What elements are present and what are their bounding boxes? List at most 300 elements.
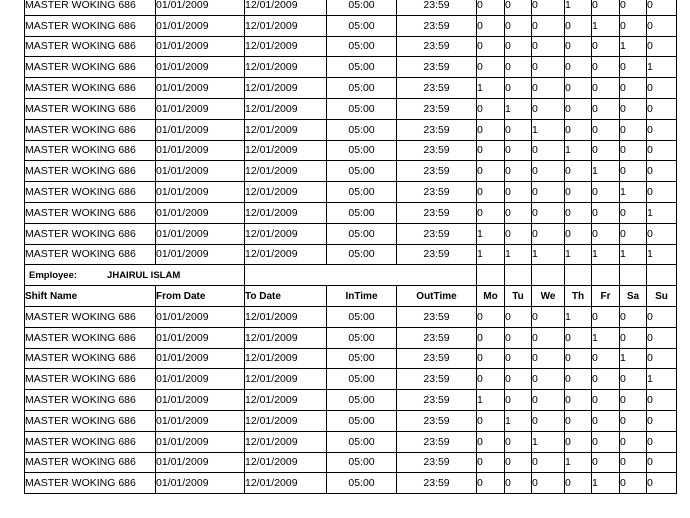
from-date-cell: 01/01/2009: [156, 0, 245, 15]
in-time-cell: 05:00: [327, 348, 397, 369]
mo-header: Mo: [477, 286, 505, 307]
in-time-cell: 05:00: [327, 98, 397, 119]
shift-name-cell: MASTER WOKING 686: [25, 390, 156, 411]
out-time-header: OutTime: [397, 286, 477, 307]
we-cell: 0: [532, 306, 565, 327]
table-row: [25, 140, 677, 161]
th-cell: 0: [565, 161, 592, 182]
to-date-cell: 12/01/2009: [245, 98, 327, 119]
in-time-cell: 05:00: [327, 369, 397, 390]
in-time-cell: 05:00: [327, 306, 397, 327]
fr-cell: 0: [592, 78, 620, 99]
mo-cell: 0: [477, 57, 505, 78]
shift-name-cell: MASTER WOKING 686: [25, 182, 156, 203]
out-time-cell: 23:59: [397, 223, 477, 244]
tu-cell: 0: [505, 57, 532, 78]
we-cell: 0: [532, 390, 565, 411]
we-cell: 0: [532, 327, 565, 348]
we-cell: 0: [532, 348, 565, 369]
we-cell: 0: [532, 140, 565, 161]
from-date-cell: 01/01/2009: [156, 98, 245, 119]
to-date-cell: 12/01/2009: [245, 36, 327, 57]
fr-cell: 0: [592, 140, 620, 161]
fr-cell: 1: [592, 473, 620, 494]
th-cell: 0: [565, 369, 592, 390]
from-date-header: From Date: [156, 286, 245, 307]
in-time-cell: 05:00: [327, 452, 397, 473]
in-time-cell: 05:00: [327, 119, 397, 140]
employee-row-empty-cell: [565, 265, 592, 286]
out-time-cell: 23:59: [397, 78, 477, 99]
fr-cell: 0: [592, 223, 620, 244]
to-date-cell: 12/01/2009: [245, 0, 327, 15]
from-date-cell: 01/01/2009: [156, 140, 245, 161]
we-cell: 0: [532, 223, 565, 244]
table-row: [25, 182, 677, 203]
out-time-cell: 23:59: [397, 327, 477, 348]
in-time-cell: 05:00: [327, 161, 397, 182]
in-time-cell: 05:00: [327, 140, 397, 161]
we-cell: 0: [532, 15, 565, 36]
we-cell: 0: [532, 78, 565, 99]
su-cell: 0: [647, 473, 677, 494]
from-date-cell: 01/01/2009: [156, 57, 245, 78]
to-date-cell: 12/01/2009: [245, 119, 327, 140]
sa-cell: 0: [620, 202, 647, 223]
to-date-cell: 12/01/2009: [245, 452, 327, 473]
from-date-cell: 01/01/2009: [156, 202, 245, 223]
table-row: [25, 473, 677, 494]
we-cell: 0: [532, 57, 565, 78]
employee-row-empty-cell: [532, 265, 565, 286]
out-time-cell: 23:59: [397, 36, 477, 57]
to-date-cell: 12/01/2009: [245, 473, 327, 494]
from-date-cell: 01/01/2009: [156, 348, 245, 369]
we-cell: 0: [532, 161, 565, 182]
tu-cell: 0: [505, 78, 532, 99]
from-date-cell: 01/01/2009: [156, 431, 245, 452]
from-date-cell: 01/01/2009: [156, 223, 245, 244]
mo-cell: 0: [477, 452, 505, 473]
tu-cell: 1: [505, 98, 532, 119]
fr-cell: 0: [592, 202, 620, 223]
out-time-cell: 23:59: [397, 431, 477, 452]
table-row: [25, 15, 677, 36]
table-row: [25, 57, 677, 78]
tu-cell: 0: [505, 182, 532, 203]
to-date-cell: 12/01/2009: [245, 369, 327, 390]
out-time-cell: 23:59: [397, 161, 477, 182]
sa-cell: 0: [620, 390, 647, 411]
su-cell: 0: [647, 390, 677, 411]
from-date-cell: 01/01/2009: [156, 119, 245, 140]
out-time-cell: 23:59: [397, 140, 477, 161]
su-header: Su: [647, 286, 677, 307]
mo-cell: 0: [477, 202, 505, 223]
table-row: [25, 223, 677, 244]
fr-cell: 0: [592, 36, 620, 57]
employee-row-empty-cell: [505, 265, 532, 286]
su-cell: 1: [647, 57, 677, 78]
out-time-cell: 23:59: [397, 369, 477, 390]
we-cell: 1: [532, 119, 565, 140]
fr-cell: 1: [592, 161, 620, 182]
fr-cell: 0: [592, 306, 620, 327]
employee-row-spacer: [245, 265, 477, 286]
su-cell: 0: [647, 78, 677, 99]
mo-cell: 0: [477, 369, 505, 390]
su-cell: 0: [647, 15, 677, 36]
sa-cell: 0: [620, 452, 647, 473]
sa-cell: 0: [620, 410, 647, 431]
employee-name: JHAIRUL ISLAM: [107, 269, 181, 281]
tu-cell: 1: [505, 244, 532, 265]
th-cell: 1: [565, 140, 592, 161]
from-date-cell: 01/01/2009: [156, 182, 245, 203]
from-date-cell: 01/01/2009: [156, 369, 245, 390]
mo-cell: 0: [477, 327, 505, 348]
to-date-header: To Date: [245, 286, 327, 307]
shift-name-cell: MASTER WOKING 686: [25, 0, 156, 15]
we-cell: 0: [532, 0, 565, 15]
to-date-cell: 12/01/2009: [245, 202, 327, 223]
mo-cell: 1: [477, 223, 505, 244]
out-time-cell: 23:59: [397, 473, 477, 494]
to-date-cell: 12/01/2009: [245, 431, 327, 452]
fr-cell: 0: [592, 0, 620, 15]
sa-header: Sa: [620, 286, 647, 307]
out-time-cell: 23:59: [397, 202, 477, 223]
tu-cell: 0: [505, 327, 532, 348]
out-time-cell: 23:59: [397, 0, 477, 15]
su-cell: 0: [647, 223, 677, 244]
su-cell: 0: [647, 36, 677, 57]
out-time-cell: 23:59: [397, 98, 477, 119]
fr-cell: 0: [592, 119, 620, 140]
we-cell: 0: [532, 473, 565, 494]
shift-name-cell: MASTER WOKING 686: [25, 57, 156, 78]
to-date-cell: 12/01/2009: [245, 348, 327, 369]
shift-name-cell: MASTER WOKING 686: [25, 202, 156, 223]
in-time-cell: 05:00: [327, 36, 397, 57]
in-time-cell: 05:00: [327, 223, 397, 244]
we-cell: 1: [532, 431, 565, 452]
to-date-cell: 12/01/2009: [245, 57, 327, 78]
sa-cell: 0: [620, 223, 647, 244]
out-time-cell: 23:59: [397, 119, 477, 140]
table-row: [25, 244, 677, 265]
tu-cell: 0: [505, 0, 532, 15]
sa-cell: 0: [620, 161, 647, 182]
su-cell: 1: [647, 244, 677, 265]
from-date-cell: 01/01/2009: [156, 390, 245, 411]
mo-cell: 0: [477, 98, 505, 119]
in-time-cell: 05:00: [327, 78, 397, 99]
sa-cell: 0: [620, 119, 647, 140]
employee-info: [25, 265, 245, 286]
to-date-cell: 12/01/2009: [245, 244, 327, 265]
we-cell: 1: [532, 244, 565, 265]
sa-cell: 0: [620, 57, 647, 78]
out-time-cell: 23:59: [397, 182, 477, 203]
to-date-cell: 12/01/2009: [245, 306, 327, 327]
shift-name-header: Shift Name: [25, 286, 156, 307]
su-cell: 0: [647, 119, 677, 140]
table-row: [25, 327, 677, 348]
employee-row-empty-cell: [592, 265, 620, 286]
in-time-cell: 05:00: [327, 182, 397, 203]
shift-name-cell: MASTER WOKING 686: [25, 223, 156, 244]
th-cell: 0: [565, 36, 592, 57]
mo-cell: 0: [477, 0, 505, 15]
table-row: [25, 452, 677, 473]
to-date-cell: 12/01/2009: [245, 390, 327, 411]
we-cell: 0: [532, 202, 565, 223]
employee-row-empty-cell: [620, 265, 647, 286]
tu-cell: 0: [505, 140, 532, 161]
mo-cell: 1: [477, 390, 505, 411]
sa-cell: 1: [620, 182, 647, 203]
in-time-cell: 05:00: [327, 244, 397, 265]
table-row: [25, 0, 677, 15]
in-time-cell: 05:00: [327, 15, 397, 36]
shift-name-cell: MASTER WOKING 686: [25, 98, 156, 119]
sa-cell: 0: [620, 431, 647, 452]
tu-cell: 0: [505, 161, 532, 182]
in-time-cell: 05:00: [327, 0, 397, 15]
to-date-cell: 12/01/2009: [245, 182, 327, 203]
th-cell: 0: [565, 78, 592, 99]
sa-cell: 1: [620, 36, 647, 57]
in-time-cell: 05:00: [327, 57, 397, 78]
out-time-cell: 23:59: [397, 452, 477, 473]
su-cell: 0: [647, 452, 677, 473]
th-cell: 0: [565, 15, 592, 36]
mo-cell: 0: [477, 182, 505, 203]
from-date-cell: 01/01/2009: [156, 36, 245, 57]
from-date-cell: 01/01/2009: [156, 452, 245, 473]
th-cell: 1: [565, 244, 592, 265]
to-date-cell: 12/01/2009: [245, 140, 327, 161]
tu-cell: 0: [505, 369, 532, 390]
from-date-cell: 01/01/2009: [156, 161, 245, 182]
employee-row: [25, 265, 677, 286]
shift-name-cell: MASTER WOKING 686: [25, 369, 156, 390]
out-time-cell: 23:59: [397, 306, 477, 327]
shift-name-cell: MASTER WOKING 686: [25, 452, 156, 473]
tu-cell: 0: [505, 390, 532, 411]
th-cell: 0: [565, 182, 592, 203]
shift-name-cell: MASTER WOKING 686: [25, 473, 156, 494]
tu-cell: 0: [505, 306, 532, 327]
to-date-cell: 12/01/2009: [245, 327, 327, 348]
table-row: [25, 369, 677, 390]
in-time-cell: 05:00: [327, 202, 397, 223]
th-cell: 0: [565, 119, 592, 140]
mo-cell: 0: [477, 119, 505, 140]
from-date-cell: 01/01/2009: [156, 244, 245, 265]
th-cell: 0: [565, 390, 592, 411]
sa-cell: 0: [620, 369, 647, 390]
sa-cell: 0: [620, 140, 647, 161]
fr-cell: 0: [592, 431, 620, 452]
shift-name-cell: MASTER WOKING 686: [25, 78, 156, 99]
mo-cell: 0: [477, 431, 505, 452]
out-time-cell: 23:59: [397, 348, 477, 369]
sa-cell: 0: [620, 78, 647, 99]
tu-header: Tu: [505, 286, 532, 307]
table-row: [25, 348, 677, 369]
th-cell: 0: [565, 57, 592, 78]
from-date-cell: 01/01/2009: [156, 15, 245, 36]
mo-cell: 0: [477, 473, 505, 494]
shift-name-cell: MASTER WOKING 686: [25, 348, 156, 369]
in-time-cell: 05:00: [327, 473, 397, 494]
shift-name-cell: MASTER WOKING 686: [25, 306, 156, 327]
column-header-row: [25, 286, 677, 307]
th-cell: 0: [565, 98, 592, 119]
from-date-cell: 01/01/2009: [156, 473, 245, 494]
in-time-cell: 05:00: [327, 390, 397, 411]
tu-cell: 0: [505, 452, 532, 473]
mo-cell: 0: [477, 410, 505, 431]
mo-cell: 1: [477, 244, 505, 265]
shift-schedule-table: [24, 0, 677, 494]
mo-cell: 0: [477, 161, 505, 182]
fr-cell: 0: [592, 452, 620, 473]
su-cell: 1: [647, 202, 677, 223]
from-date-cell: 01/01/2009: [156, 410, 245, 431]
we-cell: 0: [532, 182, 565, 203]
fr-cell: 0: [592, 348, 620, 369]
tu-cell: 0: [505, 119, 532, 140]
th-cell: 1: [565, 0, 592, 15]
mo-cell: 0: [477, 306, 505, 327]
we-header: We: [532, 286, 565, 307]
su-cell: 0: [647, 0, 677, 15]
th-cell: 0: [565, 410, 592, 431]
su-cell: 0: [647, 348, 677, 369]
su-cell: 0: [647, 410, 677, 431]
fr-cell: 0: [592, 98, 620, 119]
table-row: [25, 390, 677, 411]
fr-cell: 0: [592, 410, 620, 431]
from-date-cell: 01/01/2009: [156, 78, 245, 99]
table-row: [25, 161, 677, 182]
mo-cell: 1: [477, 78, 505, 99]
to-date-cell: 12/01/2009: [245, 223, 327, 244]
employee-row-empty-cell: [477, 265, 505, 286]
to-date-cell: 12/01/2009: [245, 15, 327, 36]
shift-name-cell: MASTER WOKING 686: [25, 161, 156, 182]
shift-name-cell: MASTER WOKING 686: [25, 36, 156, 57]
tu-cell: 0: [505, 223, 532, 244]
su-cell: 0: [647, 182, 677, 203]
sa-cell: 0: [620, 306, 647, 327]
tu-cell: 0: [505, 431, 532, 452]
fr-cell: 1: [592, 327, 620, 348]
sa-cell: 0: [620, 98, 647, 119]
out-time-cell: 23:59: [397, 244, 477, 265]
su-cell: 0: [647, 306, 677, 327]
we-cell: 0: [532, 36, 565, 57]
out-time-cell: 23:59: [397, 57, 477, 78]
fr-cell: 0: [592, 57, 620, 78]
we-cell: 0: [532, 98, 565, 119]
table-row: [25, 119, 677, 140]
su-cell: 0: [647, 161, 677, 182]
tu-cell: 0: [505, 202, 532, 223]
to-date-cell: 12/01/2009: [245, 78, 327, 99]
table-row: [25, 431, 677, 452]
mo-cell: 0: [477, 140, 505, 161]
sa-cell: 1: [620, 348, 647, 369]
from-date-cell: 01/01/2009: [156, 306, 245, 327]
fr-header: Fr: [592, 286, 620, 307]
th-cell: 0: [565, 473, 592, 494]
we-cell: 0: [532, 369, 565, 390]
th-cell: 0: [565, 327, 592, 348]
shift-name-cell: MASTER WOKING 686: [25, 244, 156, 265]
out-time-cell: 23:59: [397, 410, 477, 431]
mo-cell: 0: [477, 15, 505, 36]
sa-cell: 0: [620, 15, 647, 36]
su-cell: 0: [647, 327, 677, 348]
th-cell: 1: [565, 306, 592, 327]
from-date-cell: 01/01/2009: [156, 327, 245, 348]
table-row: [25, 36, 677, 57]
table-row: [25, 202, 677, 223]
employee-row-empty-cell: [647, 265, 677, 286]
tu-cell: 0: [505, 15, 532, 36]
shift-name-cell: MASTER WOKING 686: [25, 140, 156, 161]
sa-cell: 1: [620, 244, 647, 265]
in-time-cell: 05:00: [327, 327, 397, 348]
su-cell: 0: [647, 98, 677, 119]
table-row: [25, 306, 677, 327]
mo-cell: 0: [477, 348, 505, 369]
table-row: [25, 410, 677, 431]
tu-cell: 0: [505, 473, 532, 494]
to-date-cell: 12/01/2009: [245, 410, 327, 431]
th-cell: 0: [565, 202, 592, 223]
fr-cell: 0: [592, 182, 620, 203]
sa-cell: 0: [620, 0, 647, 15]
shift-name-cell: MASTER WOKING 686: [25, 327, 156, 348]
th-header: Th: [565, 286, 592, 307]
out-time-cell: 23:59: [397, 15, 477, 36]
fr-cell: 0: [592, 390, 620, 411]
to-date-cell: 12/01/2009: [245, 161, 327, 182]
we-cell: 0: [532, 452, 565, 473]
shift-name-cell: MASTER WOKING 686: [25, 15, 156, 36]
th-cell: 0: [565, 431, 592, 452]
th-cell: 0: [565, 223, 592, 244]
sa-cell: 0: [620, 327, 647, 348]
in-time-header: InTime: [327, 286, 397, 307]
th-cell: 0: [565, 348, 592, 369]
in-time-cell: 05:00: [327, 410, 397, 431]
th-cell: 1: [565, 452, 592, 473]
shift-name-cell: MASTER WOKING 686: [25, 431, 156, 452]
table-row: [25, 78, 677, 99]
out-time-cell: 23:59: [397, 390, 477, 411]
sa-cell: 0: [620, 473, 647, 494]
fr-cell: 1: [592, 15, 620, 36]
we-cell: 0: [532, 410, 565, 431]
tu-cell: 1: [505, 410, 532, 431]
table-row: [25, 98, 677, 119]
